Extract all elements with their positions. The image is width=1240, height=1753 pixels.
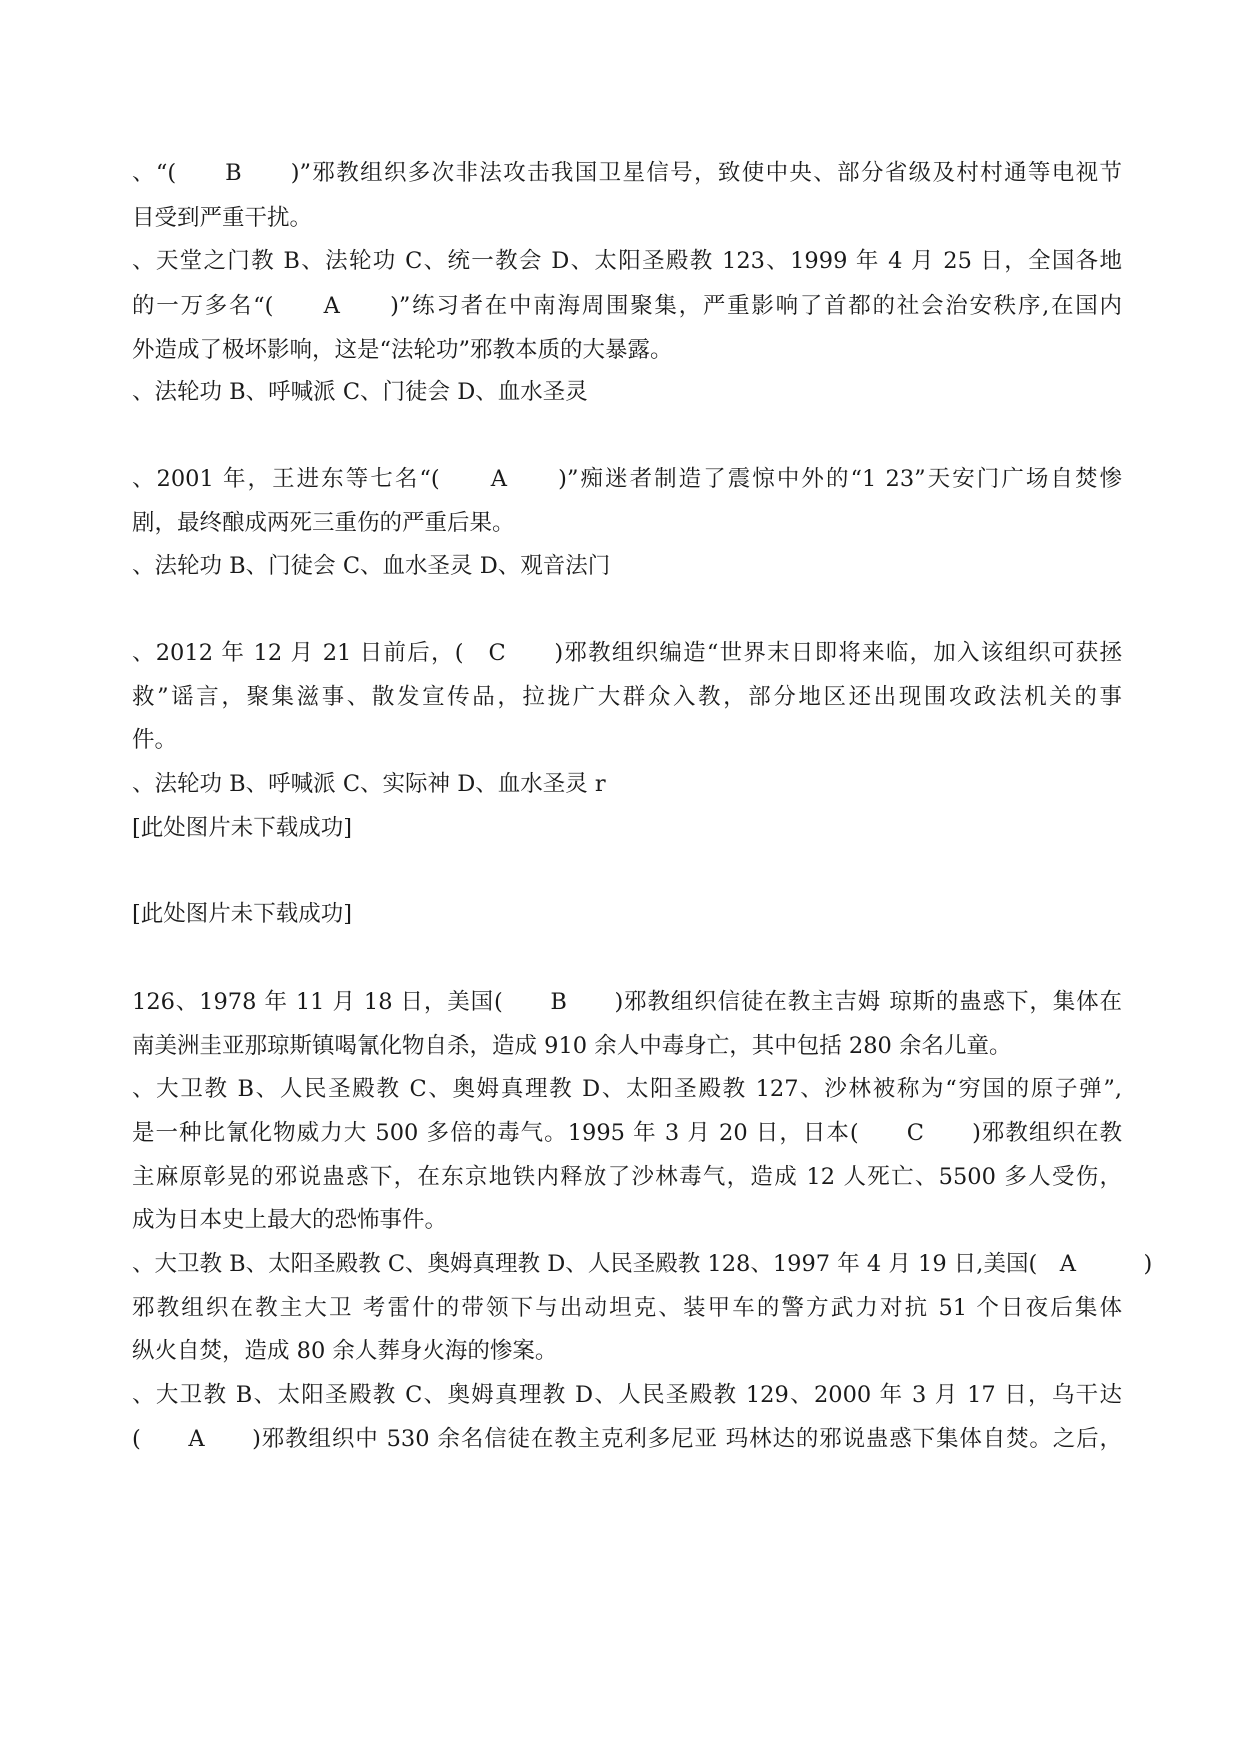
text-line: 件。 [132,727,178,753]
text-line: 、大卫教 B、太阳圣殿教 C、奥姆真理教 D、人民圣殿教 129、2000 年 3 月 17 日，乌干达 [132,1382,1122,1408]
text-line: 、法轮功 B、门徒会 C、血水圣灵 D、观音法门 [132,553,611,579]
text-line: 的一万多名“( A )”练习者在中南海周围聚集，严重影响了首都的社会治安秩序,在国内 [132,293,1122,319]
text-line: 、天堂之门教 B、法轮功 C、统一教会 D、太阳圣殿教 123、1999 年 4 月 25 日，全国各地 [132,248,1122,274]
text-line: 、大卫教 B、太阳圣殿教 C、奥姆真理教 D、人民圣殿教 128、1997 年 4 月 19 日,美国( A ) [132,1251,1153,1277]
text-line: 外造成了极坏影响，这是“法轮功”邪教本质的大暴露。 [132,337,673,363]
text-line: 目受到严重干扰。 [132,205,313,231]
text-line: 救”谣言，聚集滋事、散发宣传品，拉拢广大群众入教，部分地区还出现围攻政法机关的事 [132,684,1122,710]
text-line: 剧，最终酿成两死三重伤的严重后果。 [132,510,515,536]
text-line: 126、1978 年 11 月 18 日，美国( B )邪教组织信徒在教主吉姆 琼斯的蛊惑下，集体在 [132,989,1122,1015]
text-line: 、法轮功 B、呼喊派 C、实际神 D、血水圣灵 r [132,771,606,797]
text-line: ( A )邪教组织中 530 余名信徒在教主克利多尼亚 玛林达的邪说蛊惑下集体自焚。之后， [132,1426,1122,1452]
text-line: 、2001 年，王进东等七名“( A )”痴迷者制造了震惊中外的“1 23”天安门广场自焚惨 [132,466,1122,492]
text-line: 、法轮功 B、呼喊派 C、门徒会 D、血水圣灵 [132,379,588,405]
image-placeholder: [此处图片未下载成功] [132,901,353,927]
text-line: 南美洲圭亚那琼斯镇喝氰化物自杀，造成 910 余人中毒身亡，其中包括 280 余名儿童。 [132,1033,1012,1059]
text-line: 纵火自焚，造成 80 余人葬身火海的惨案。 [132,1338,558,1364]
image-placeholder: [此处图片未下载成功] [132,815,353,841]
text-line: 、2012 年 12 月 21 日前后，( C )邪教组织编造“世界末日即将来临，加入该组织可获拯 [132,640,1122,666]
text-line: 主麻原彰晃的邪说蛊惑下，在东京地铁内释放了沙林毒气，造成 12 人死亡、5500 多人受伤， [132,1164,1122,1190]
text-line: 是一种比氰化物威力大 500 多倍的毒气。1995 年 3 月 20 日，日本( C )邪教组织在教 [132,1120,1122,1146]
text-line: 邪教组织在教主大卫 考雷什的带领下与出动坦克、装甲车的警方武力对抗 51 个日夜后集体 [132,1295,1122,1321]
document-page [132,0,1153,1753]
text-line: 、大卫教 B、人民圣殿教 C、奥姆真理教 D、太阳圣殿教 127、沙林被称为“穷国的原子弹”, [132,1076,1122,1102]
text-line: 成为日本史上最大的恐怖事件。 [132,1207,448,1233]
text-line: 、“( B )”邪教组织多次非法攻击我国卫星信号，致使中央、部分省级及村村通等电视节 [132,160,1122,186]
